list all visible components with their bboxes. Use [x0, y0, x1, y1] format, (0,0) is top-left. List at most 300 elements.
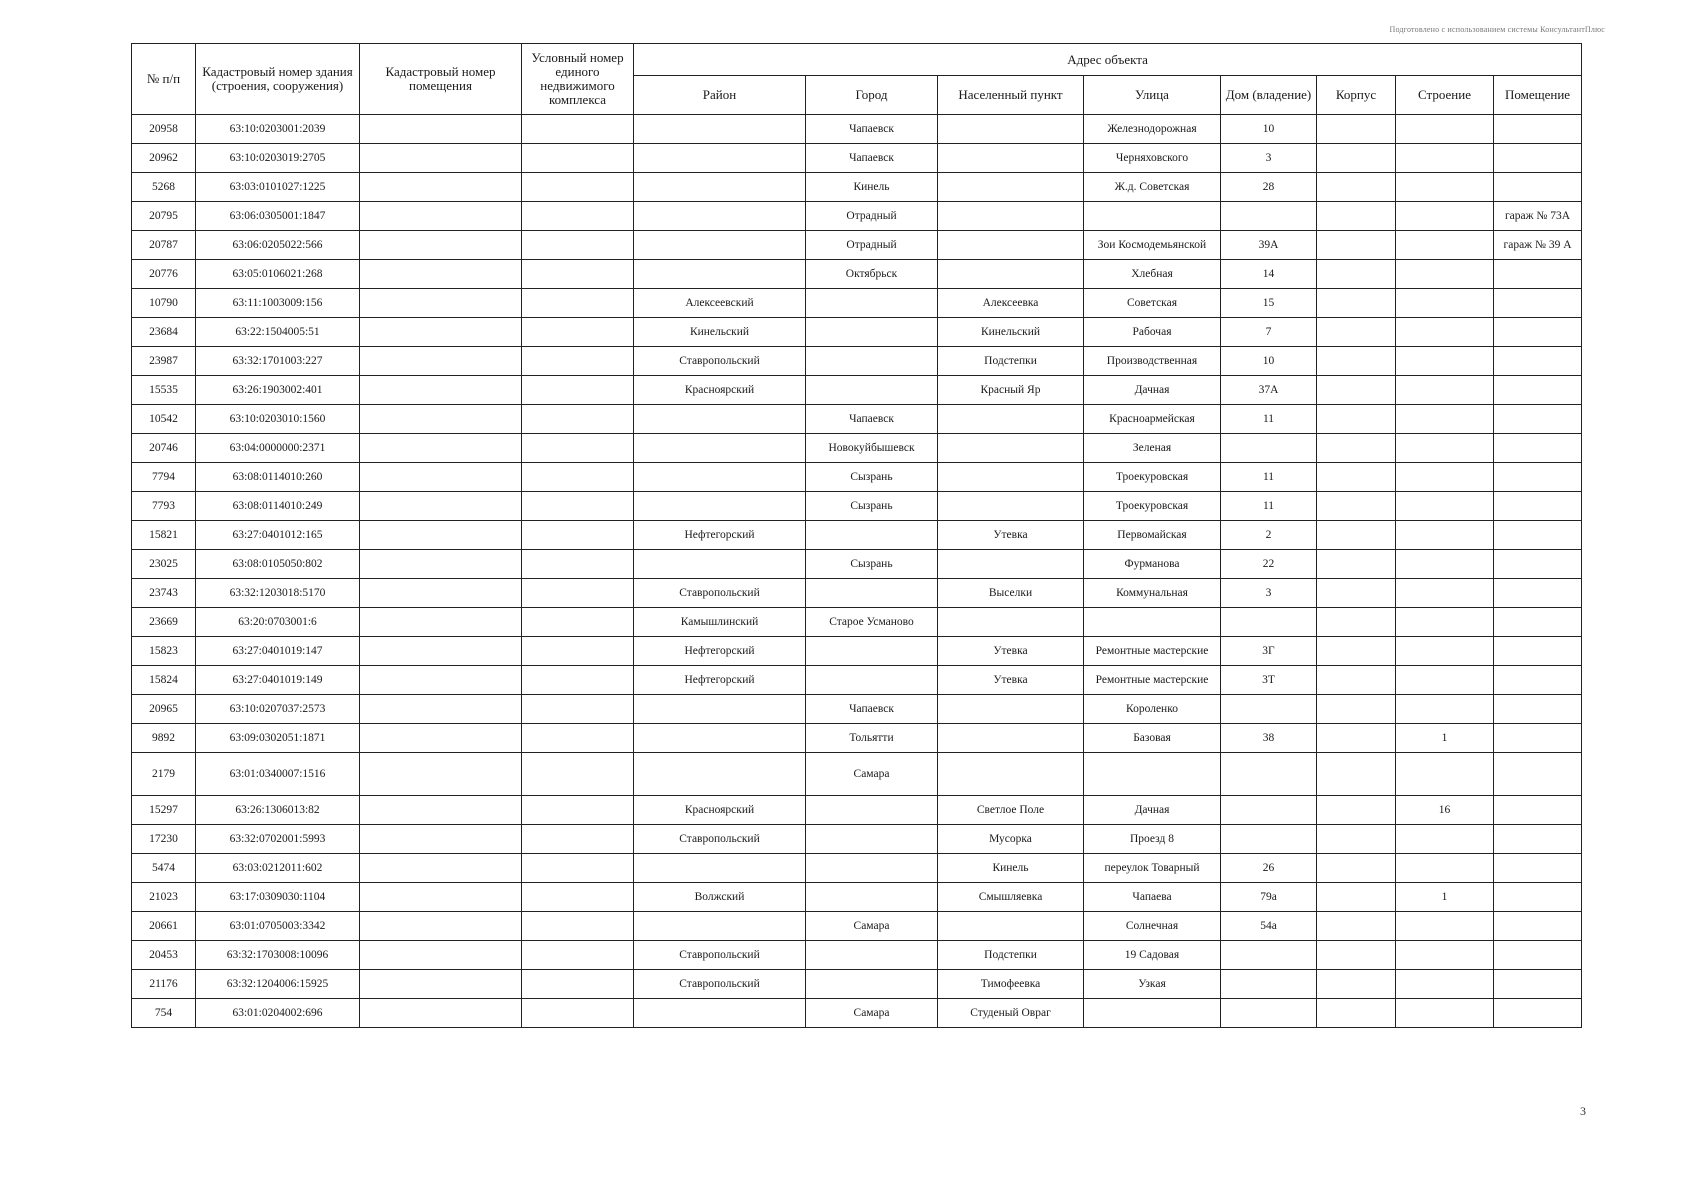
cell-building: [1396, 695, 1494, 724]
cell-district: [634, 854, 806, 883]
cell-house: 28: [1221, 173, 1317, 202]
cell-street: Ж.д. Советская: [1084, 173, 1221, 202]
cell-street: Зои Космодемьянской: [1084, 231, 1221, 260]
cell-settlement: Кинельский: [938, 318, 1084, 347]
cell-house: [1221, 695, 1317, 724]
cell-cadastral-room: [360, 999, 522, 1028]
table-body: [132, 115, 1582, 1028]
header-house: Дом (владение): [1221, 76, 1317, 115]
cell-korpus: [1317, 115, 1396, 144]
cell-street: Дачная: [1084, 376, 1221, 405]
cell-building: [1396, 434, 1494, 463]
cell-conditional-number: [522, 202, 634, 231]
cell-settlement: [938, 173, 1084, 202]
cell-row-number: 20746: [132, 434, 196, 463]
cell-cadastral-building: 63:32:1701003:227: [196, 347, 360, 376]
table-row: [132, 912, 1582, 941]
table-row: [132, 318, 1582, 347]
cell-district: [634, 550, 806, 579]
cell-house: 79а: [1221, 883, 1317, 912]
cell-district: Ставропольский: [634, 970, 806, 999]
cell-street: Проезд 8: [1084, 825, 1221, 854]
cell-room: [1494, 521, 1582, 550]
cell-row-number: 20962: [132, 144, 196, 173]
cell-building: [1396, 550, 1494, 579]
cell-korpus: [1317, 318, 1396, 347]
cell-city: [806, 796, 938, 825]
table-row: [132, 724, 1582, 753]
cell-row-number: 10790: [132, 289, 196, 318]
cell-city: Отрадный: [806, 202, 938, 231]
cell-street: Рабочая: [1084, 318, 1221, 347]
cell-district: [634, 753, 806, 796]
cell-korpus: [1317, 608, 1396, 637]
cell-cadastral-building: 63:08:0114010:260: [196, 463, 360, 492]
cell-house: 11: [1221, 492, 1317, 521]
cell-conditional-number: [522, 231, 634, 260]
cell-conditional-number: [522, 883, 634, 912]
cell-conditional-number: [522, 608, 634, 637]
cell-room: [1494, 883, 1582, 912]
cell-room: гараж № 39 А: [1494, 231, 1582, 260]
cell-house: 38: [1221, 724, 1317, 753]
cell-building: [1396, 912, 1494, 941]
cell-conditional-number: [522, 999, 634, 1028]
cell-room: [1494, 376, 1582, 405]
cell-house: 2: [1221, 521, 1317, 550]
cell-cadastral-building: 63:32:1204006:15925: [196, 970, 360, 999]
cell-row-number: 20795: [132, 202, 196, 231]
cell-city: Кинель: [806, 173, 938, 202]
cell-korpus: [1317, 173, 1396, 202]
cell-cadastral-building: 63:27:0401019:149: [196, 666, 360, 695]
cell-cadastral-room: [360, 492, 522, 521]
cell-city: [806, 318, 938, 347]
cell-cadastral-building: 63:26:1306013:82: [196, 796, 360, 825]
cell-cadastral-building: 63:10:0203001:2039: [196, 115, 360, 144]
cell-conditional-number: [522, 825, 634, 854]
cell-city: Сызрань: [806, 463, 938, 492]
cell-conditional-number: [522, 724, 634, 753]
cell-cadastral-room: [360, 434, 522, 463]
cell-cadastral-room: [360, 202, 522, 231]
cell-district: Камышлинский: [634, 608, 806, 637]
cell-room: [1494, 724, 1582, 753]
cell-row-number: 9892: [132, 724, 196, 753]
table-row: [132, 376, 1582, 405]
cell-cadastral-room: [360, 405, 522, 434]
cell-korpus: [1317, 434, 1396, 463]
cell-cadastral-room: [360, 637, 522, 666]
cell-korpus: [1317, 144, 1396, 173]
cell-row-number: 23987: [132, 347, 196, 376]
cell-settlement: [938, 463, 1084, 492]
page-number: 3: [1580, 1104, 1586, 1118]
header-num: № п/п: [132, 44, 196, 115]
cell-row-number: 7794: [132, 463, 196, 492]
cell-cadastral-room: [360, 550, 522, 579]
cell-district: Ставропольский: [634, 941, 806, 970]
cell-district: [634, 695, 806, 724]
cell-room: [1494, 347, 1582, 376]
cell-city: Старое Усманово: [806, 608, 938, 637]
cell-house: 11: [1221, 405, 1317, 434]
cell-cadastral-room: [360, 753, 522, 796]
cell-row-number: 23684: [132, 318, 196, 347]
cell-row-number: 23025: [132, 550, 196, 579]
cell-room: [1494, 115, 1582, 144]
header-district: Район: [634, 76, 806, 115]
cell-building: [1396, 521, 1494, 550]
table-row: [132, 796, 1582, 825]
cell-cadastral-building: 63:04:0000000:2371: [196, 434, 360, 463]
table-row: [132, 260, 1582, 289]
cell-house: 7: [1221, 318, 1317, 347]
cell-street: Железнодорожная: [1084, 115, 1221, 144]
cell-street: Узкая: [1084, 970, 1221, 999]
header-room: Помещение: [1494, 76, 1582, 115]
cell-cadastral-room: [360, 289, 522, 318]
cell-cadastral-building: 63:01:0204002:696: [196, 999, 360, 1028]
cell-room: [1494, 173, 1582, 202]
cell-street: [1084, 202, 1221, 231]
cell-cadastral-room: [360, 970, 522, 999]
cell-conditional-number: [522, 347, 634, 376]
cell-korpus: [1317, 666, 1396, 695]
table-row: [132, 666, 1582, 695]
cell-house: [1221, 941, 1317, 970]
cell-city: [806, 941, 938, 970]
table-row: [132, 289, 1582, 318]
cell-cadastral-building: 63:27:0401012:165: [196, 521, 360, 550]
cell-district: [634, 434, 806, 463]
cell-cadastral-building: 63:10:0207037:2573: [196, 695, 360, 724]
cell-korpus: [1317, 796, 1396, 825]
cell-korpus: [1317, 231, 1396, 260]
cell-house: 3: [1221, 579, 1317, 608]
cell-korpus: [1317, 724, 1396, 753]
cell-building: [1396, 579, 1494, 608]
header-cadastral-building: Кадастровый номер здания (строения, сооружения): [196, 44, 360, 115]
cell-cadastral-building: 63:01:0340007:1516: [196, 753, 360, 796]
cell-building: [1396, 231, 1494, 260]
cell-korpus: [1317, 347, 1396, 376]
cell-row-number: 10542: [132, 405, 196, 434]
cell-house: [1221, 970, 1317, 999]
cell-row-number: 20787: [132, 231, 196, 260]
cell-city: Чапаевск: [806, 405, 938, 434]
cell-korpus: [1317, 376, 1396, 405]
table-row: [132, 434, 1582, 463]
cell-korpus: [1317, 999, 1396, 1028]
cell-building: [1396, 637, 1494, 666]
cell-room: [1494, 434, 1582, 463]
cell-row-number: 23669: [132, 608, 196, 637]
cell-settlement: Подстепки: [938, 347, 1084, 376]
cell-house: 3Т: [1221, 666, 1317, 695]
table-row: [132, 405, 1582, 434]
cell-building: [1396, 173, 1494, 202]
cell-building: [1396, 999, 1494, 1028]
cell-cadastral-building: 63:32:1703008:10096: [196, 941, 360, 970]
cell-building: [1396, 492, 1494, 521]
cell-cadastral-building: 63:32:0702001:5993: [196, 825, 360, 854]
cell-korpus: [1317, 521, 1396, 550]
cell-house: [1221, 796, 1317, 825]
cell-conditional-number: [522, 405, 634, 434]
cell-cadastral-room: [360, 854, 522, 883]
cell-room: [1494, 999, 1582, 1028]
header-cadastral-room: Кадастровый номер помещения: [360, 44, 522, 115]
cell-city: [806, 970, 938, 999]
cell-street: [1084, 753, 1221, 796]
cell-conditional-number: [522, 434, 634, 463]
cell-row-number: 20453: [132, 941, 196, 970]
cell-city: Самара: [806, 999, 938, 1028]
cell-street: Чапаева: [1084, 883, 1221, 912]
cell-cadastral-building: 63:17:0309030:1104: [196, 883, 360, 912]
cell-settlement: [938, 434, 1084, 463]
cell-house: [1221, 825, 1317, 854]
cell-room: [1494, 637, 1582, 666]
cell-settlement: Утевка: [938, 521, 1084, 550]
cell-conditional-number: [522, 970, 634, 999]
cell-cadastral-room: [360, 260, 522, 289]
cell-settlement: [938, 695, 1084, 724]
cell-cadastral-building: 63:06:0305001:1847: [196, 202, 360, 231]
cell-conditional-number: [522, 753, 634, 796]
cell-room: [1494, 666, 1582, 695]
cell-house: [1221, 202, 1317, 231]
cell-district: [634, 115, 806, 144]
cell-district: Нефтегорский: [634, 637, 806, 666]
cell-cadastral-room: [360, 521, 522, 550]
cell-row-number: 15297: [132, 796, 196, 825]
cell-row-number: 5474: [132, 854, 196, 883]
cell-cadastral-room: [360, 825, 522, 854]
cell-room: [1494, 912, 1582, 941]
table-row: [132, 347, 1582, 376]
cell-row-number: 20958: [132, 115, 196, 144]
cell-house: 37А: [1221, 376, 1317, 405]
cell-street: Хлебная: [1084, 260, 1221, 289]
cell-row-number: 7793: [132, 492, 196, 521]
cell-cadastral-building: 63:11:1003009:156: [196, 289, 360, 318]
table-row: [132, 173, 1582, 202]
cell-city: [806, 579, 938, 608]
cell-building: 1: [1396, 724, 1494, 753]
cell-row-number: 20661: [132, 912, 196, 941]
cell-room: [1494, 825, 1582, 854]
header-building: Строение: [1396, 76, 1494, 115]
cell-korpus: [1317, 970, 1396, 999]
cell-city: Отрадный: [806, 231, 938, 260]
cell-building: [1396, 854, 1494, 883]
table-row: [132, 115, 1582, 144]
cell-cadastral-room: [360, 376, 522, 405]
cell-district: [634, 912, 806, 941]
cell-district: Красноярский: [634, 376, 806, 405]
cell-district: Ставропольский: [634, 825, 806, 854]
cell-district: [634, 231, 806, 260]
cell-settlement: [938, 912, 1084, 941]
cell-building: 1: [1396, 883, 1494, 912]
cell-room: [1494, 970, 1582, 999]
cell-building: [1396, 260, 1494, 289]
cell-street: переулок Товарный: [1084, 854, 1221, 883]
cell-row-number: 15821: [132, 521, 196, 550]
cell-cadastral-room: [360, 724, 522, 753]
cell-city: [806, 883, 938, 912]
cell-settlement: Выселки: [938, 579, 1084, 608]
cell-city: [806, 666, 938, 695]
cell-cadastral-room: [360, 883, 522, 912]
cell-settlement: [938, 550, 1084, 579]
cell-district: [634, 173, 806, 202]
cell-room: [1494, 405, 1582, 434]
cell-conditional-number: [522, 854, 634, 883]
cell-row-number: 21176: [132, 970, 196, 999]
cell-cadastral-building: 63:01:0705003:3342: [196, 912, 360, 941]
cell-building: [1396, 608, 1494, 637]
cell-building: [1396, 289, 1494, 318]
cell-korpus: [1317, 695, 1396, 724]
cell-korpus: [1317, 550, 1396, 579]
cell-city: Чапаевск: [806, 144, 938, 173]
cell-district: [634, 405, 806, 434]
cell-room: [1494, 144, 1582, 173]
cell-street: Ремонтные мастерские: [1084, 637, 1221, 666]
cell-city: Новокуйбышевск: [806, 434, 938, 463]
cell-city: Самара: [806, 753, 938, 796]
cell-district: Нефтегорский: [634, 666, 806, 695]
table-row: [132, 521, 1582, 550]
header-street: Улица: [1084, 76, 1221, 115]
cell-settlement: Мусорка: [938, 825, 1084, 854]
cell-korpus: [1317, 883, 1396, 912]
cell-cadastral-building: 63:20:0703001:6: [196, 608, 360, 637]
cell-settlement: Подстепки: [938, 941, 1084, 970]
cell-district: Алексеевский: [634, 289, 806, 318]
cell-settlement: [938, 724, 1084, 753]
cell-street: Первомайская: [1084, 521, 1221, 550]
cell-street: Короленко: [1084, 695, 1221, 724]
cell-house: 3: [1221, 144, 1317, 173]
cell-conditional-number: [522, 666, 634, 695]
cell-street: Ремонтные мастерские: [1084, 666, 1221, 695]
cell-house: [1221, 753, 1317, 796]
cell-street: Красноармейская: [1084, 405, 1221, 434]
cell-house: 15: [1221, 289, 1317, 318]
table-row: [132, 492, 1582, 521]
cell-cadastral-building: 63:08:0105050:802: [196, 550, 360, 579]
cell-room: [1494, 796, 1582, 825]
cell-district: [634, 999, 806, 1028]
cell-district: [634, 463, 806, 492]
cell-street: Коммунальная: [1084, 579, 1221, 608]
cell-cadastral-room: [360, 608, 522, 637]
cell-conditional-number: [522, 260, 634, 289]
cell-cadastral-room: [360, 347, 522, 376]
cell-conditional-number: [522, 912, 634, 941]
cell-house: 54а: [1221, 912, 1317, 941]
cell-city: [806, 521, 938, 550]
cell-room: [1494, 318, 1582, 347]
header-address: Адрес объекта: [634, 44, 1582, 76]
cell-cadastral-room: [360, 579, 522, 608]
cell-cadastral-building: 63:05:0106021:268: [196, 260, 360, 289]
cell-house: [1221, 434, 1317, 463]
cell-cadastral-building: 63:03:0101027:1225: [196, 173, 360, 202]
cell-cadastral-building: 63:10:0203019:2705: [196, 144, 360, 173]
cell-street: Зеленая: [1084, 434, 1221, 463]
cell-settlement: [938, 492, 1084, 521]
header-korpus: Корпус: [1317, 76, 1396, 115]
cell-city: Чапаевск: [806, 115, 938, 144]
cell-row-number: 15824: [132, 666, 196, 695]
cell-street: Советская: [1084, 289, 1221, 318]
cell-house: 10: [1221, 347, 1317, 376]
cell-street: Дачная: [1084, 796, 1221, 825]
cell-conditional-number: [522, 289, 634, 318]
header-settlement: Населенный пункт: [938, 76, 1084, 115]
cell-district: Нефтегорский: [634, 521, 806, 550]
cell-conditional-number: [522, 579, 634, 608]
table-row: [132, 941, 1582, 970]
cell-district: Красноярский: [634, 796, 806, 825]
table-row: [132, 637, 1582, 666]
cell-korpus: [1317, 854, 1396, 883]
cell-row-number: 5268: [132, 173, 196, 202]
cell-settlement: [938, 144, 1084, 173]
cell-house: 14: [1221, 260, 1317, 289]
cell-street: Производственная: [1084, 347, 1221, 376]
cell-settlement: Утевка: [938, 637, 1084, 666]
cell-city: [806, 825, 938, 854]
cell-cadastral-room: [360, 318, 522, 347]
cell-conditional-number: [522, 550, 634, 579]
cell-city: [806, 347, 938, 376]
table-row: [132, 883, 1582, 912]
cell-district: Ставропольский: [634, 347, 806, 376]
cell-conditional-number: [522, 521, 634, 550]
cell-row-number: 23743: [132, 579, 196, 608]
cell-korpus: [1317, 941, 1396, 970]
cell-conditional-number: [522, 637, 634, 666]
cell-building: [1396, 666, 1494, 695]
cell-row-number: 15823: [132, 637, 196, 666]
cell-building: [1396, 318, 1494, 347]
cell-row-number: 17230: [132, 825, 196, 854]
cell-conditional-number: [522, 492, 634, 521]
cell-conditional-number: [522, 463, 634, 492]
cell-building: [1396, 463, 1494, 492]
cell-room: [1494, 608, 1582, 637]
cell-building: [1396, 825, 1494, 854]
cell-city: Октябрьск: [806, 260, 938, 289]
cell-settlement: Тимофеевка: [938, 970, 1084, 999]
table-row: [132, 854, 1582, 883]
cell-building: 16: [1396, 796, 1494, 825]
cell-city: Тольятти: [806, 724, 938, 753]
cell-row-number: 20776: [132, 260, 196, 289]
cell-cadastral-building: 63:09:0302051:1871: [196, 724, 360, 753]
cell-korpus: [1317, 825, 1396, 854]
cell-street: Базовая: [1084, 724, 1221, 753]
cell-cadastral-room: [360, 115, 522, 144]
cell-street: Фурманова: [1084, 550, 1221, 579]
cell-room: [1494, 941, 1582, 970]
